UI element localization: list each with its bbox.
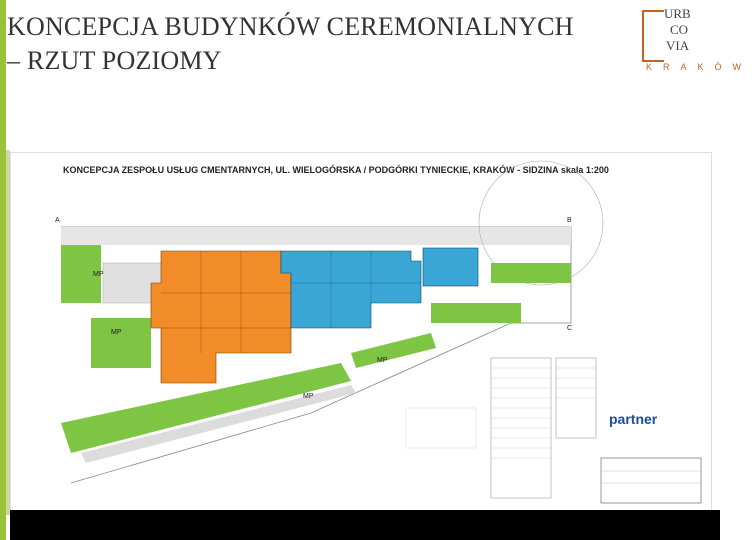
plan-heading: KONCEPCJA ZESPOŁU USŁUG CMENTARNYCH, UL. WIELOGÓRSKA / PODGÓRKI TYNIECKIE, KRAKÓW - SIDZINA skala 1:200	[63, 165, 609, 175]
corner-label-a: A	[55, 217, 60, 224]
notes-block	[406, 408, 476, 448]
parking-label-3: MP	[377, 357, 388, 364]
building-orange	[151, 251, 291, 383]
title-line-2: – RZUT POZIOMY	[7, 46, 222, 75]
floor-plan-image	[10, 152, 712, 514]
green-area-right	[431, 303, 521, 323]
logo-line-3: VIA	[666, 38, 690, 53]
corner-label-b: B	[567, 217, 572, 224]
logo-city: KRAKÓW	[646, 62, 752, 72]
logo-line-2: CO	[670, 22, 689, 37]
parking-label-1: MP	[93, 271, 104, 278]
green-area-right-2	[491, 263, 571, 283]
building-blue	[281, 251, 421, 328]
logo-line-1: URB	[664, 6, 691, 21]
green-area-left-2	[91, 318, 151, 368]
title-line-1: KONCEPCJA BUDYNKÓW CEREMONIALNYCH	[7, 12, 574, 41]
parking-label-4: MP	[303, 393, 314, 400]
logo-frame	[642, 10, 664, 62]
chapel-blue	[423, 248, 478, 286]
title-block	[601, 458, 701, 503]
city-logo	[640, 6, 752, 80]
corner-label-c: C	[567, 325, 573, 332]
road-top	[61, 227, 571, 245]
parking-label-2: MP	[111, 329, 122, 336]
bottom-bar	[10, 510, 720, 540]
firm-logo: partner	[609, 411, 658, 427]
slide-title	[7, 10, 647, 78]
